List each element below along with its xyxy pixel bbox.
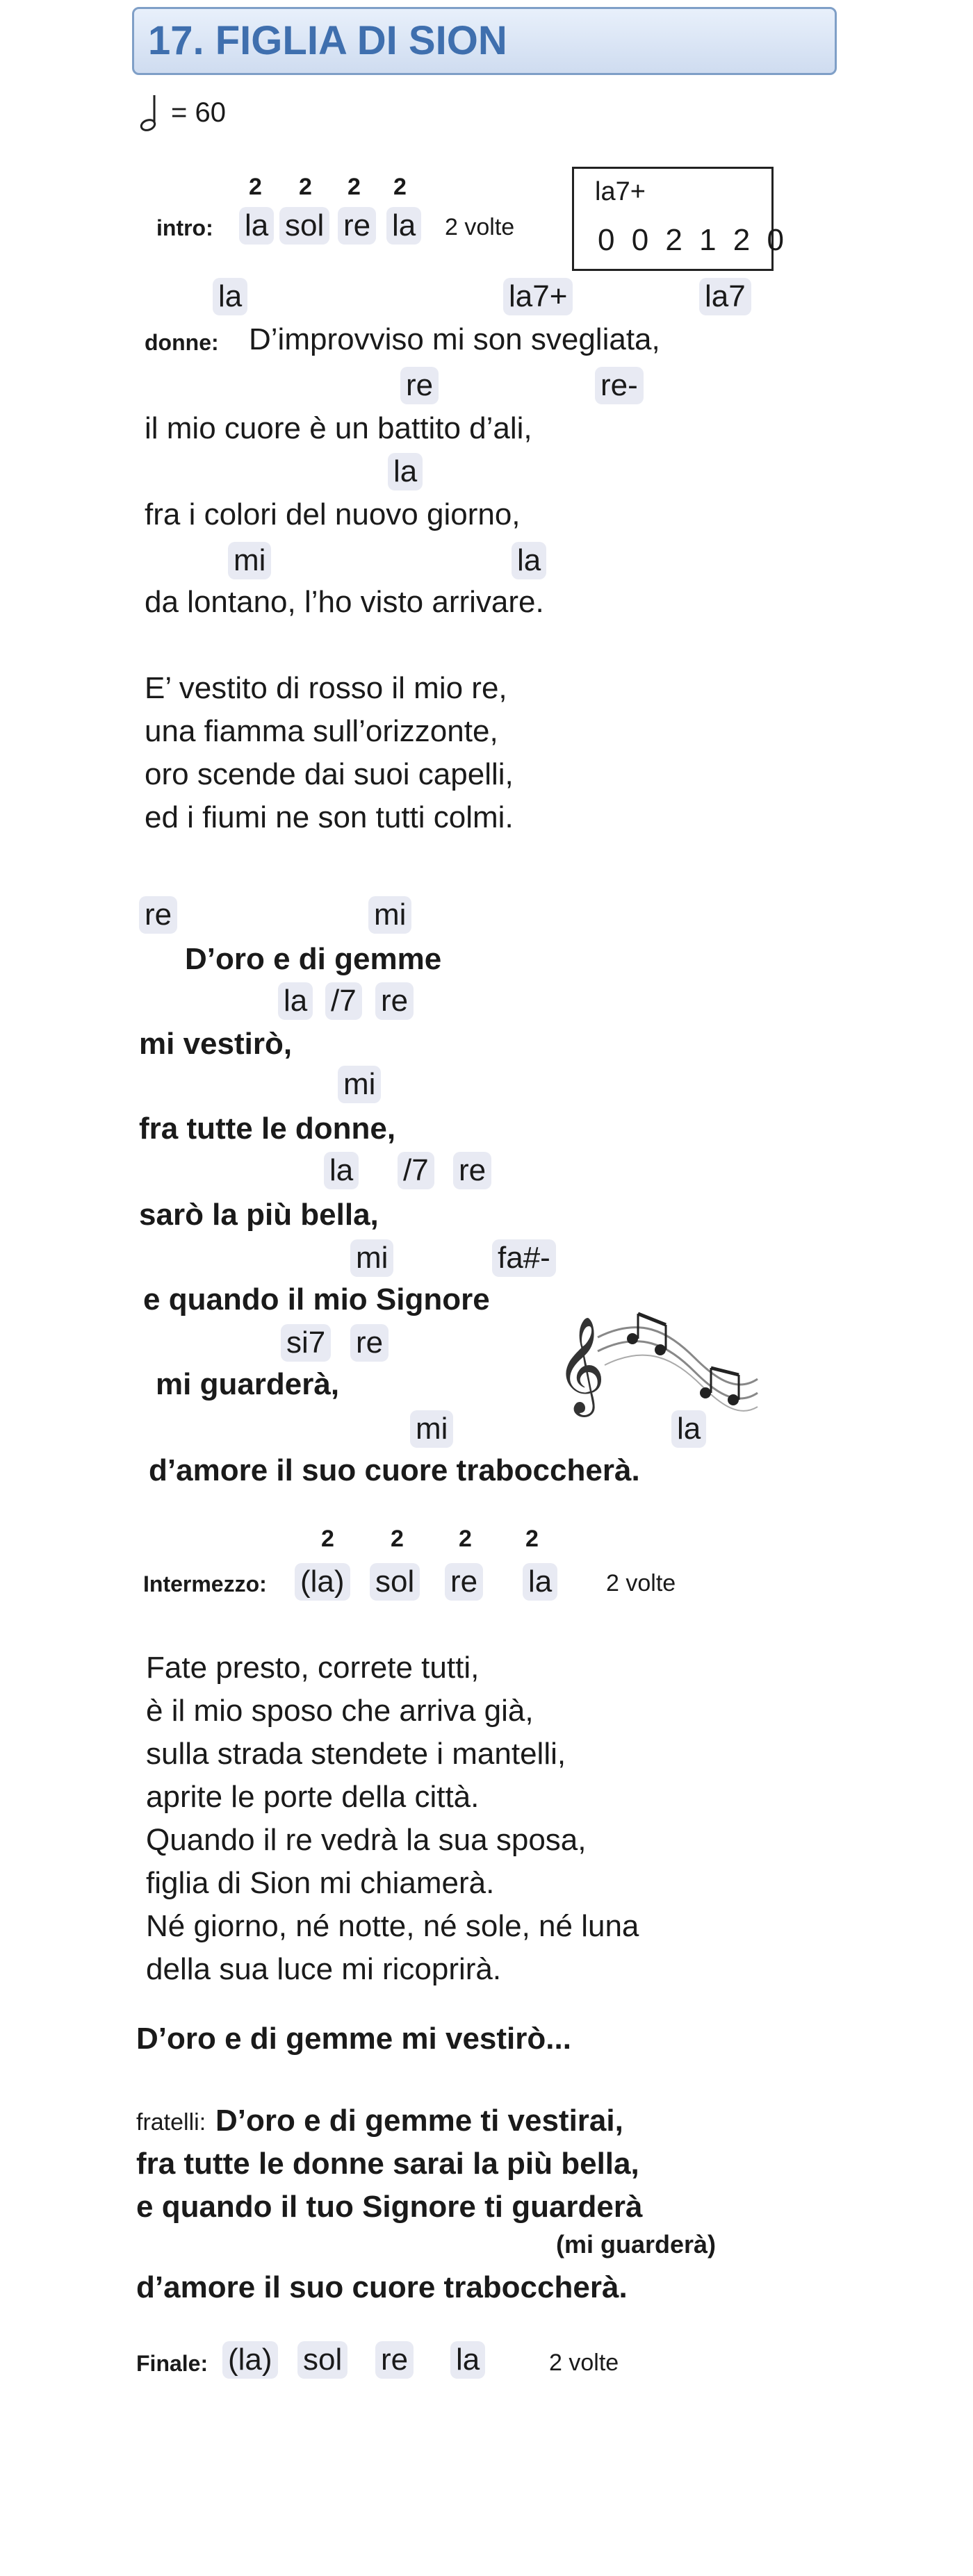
lyric-line: è il mio sposo che arriva già, xyxy=(146,1694,534,1728)
chorus-line: fra tutte le donne, xyxy=(139,1112,396,1146)
lyric-line: della sua luce mi ricoprirà. xyxy=(146,1952,502,1986)
intermezzo-label: Intermezzo: xyxy=(143,1571,267,1596)
chord: la7 xyxy=(699,278,751,315)
chord: mi xyxy=(350,1239,393,1277)
song-title: 17. FIGLIA DI SION xyxy=(148,18,507,63)
chord: la xyxy=(278,982,313,1020)
intermezzo-beat-4: 2 xyxy=(525,1526,539,1552)
chord: la7+ xyxy=(503,278,573,315)
chorus-line: D’oro e di gemme xyxy=(185,942,442,976)
chord: la xyxy=(388,453,423,490)
chord: la xyxy=(450,2341,485,2379)
chord: re xyxy=(400,367,439,404)
chord: sol xyxy=(279,207,329,245)
chord: la xyxy=(523,1563,557,1601)
chord: re xyxy=(445,1563,483,1601)
lyric-line: Né giorno, né notte, né sole, né luna xyxy=(146,1909,639,1943)
chord: sol xyxy=(370,1563,420,1601)
chord: re xyxy=(453,1152,491,1189)
chord: la xyxy=(213,278,247,315)
lyric-line: aprite le porte della città. xyxy=(146,1780,480,1814)
music-notes-icon xyxy=(556,1289,764,1438)
fratelli-line: fra tutte le donne sarai la più bella, xyxy=(136,2147,639,2181)
chord: la xyxy=(386,207,421,245)
finale-label: Finale: xyxy=(136,2351,208,2376)
chord: mi xyxy=(228,542,271,579)
chorus-line: mi guarderà, xyxy=(156,1367,340,1401)
lyric-line: figlia di Sion mi chiamerà. xyxy=(146,1866,495,1900)
chord: fa#- xyxy=(492,1239,556,1277)
chord: re- xyxy=(595,367,644,404)
finale-repeat: 2 volte xyxy=(549,2350,619,2376)
intermezzo-beat-1: 2 xyxy=(321,1526,334,1552)
lyric-line: fra i colori del nuovo giorno, xyxy=(145,497,521,531)
chorus-line: sarò la più bella, xyxy=(139,1198,379,1232)
lyric-line: D’improvviso mi son svegliata, xyxy=(249,322,660,356)
intro-beat-3: 2 xyxy=(348,174,361,200)
tempo-marking: = 60 xyxy=(171,97,226,128)
chord: la xyxy=(239,207,274,245)
lyric-line: Fate presto, correte tutti, xyxy=(146,1651,480,1685)
intermezzo-repeat: 2 volte xyxy=(606,1570,676,1596)
intro-repeat: 2 volte xyxy=(445,214,515,240)
chord: re xyxy=(139,896,177,934)
lyric-line: sulla strada stendete i mantelli, xyxy=(146,1737,566,1771)
chord: /7 xyxy=(398,1152,434,1189)
verse-label-donne: donne: xyxy=(145,330,219,355)
half-note-icon xyxy=(139,92,160,138)
chord-box-fingering: 0 0 2 1 2 0 xyxy=(598,223,788,257)
chord: la xyxy=(671,1410,706,1448)
chord: (la) xyxy=(295,1563,350,1601)
chord: si7 xyxy=(281,1324,331,1362)
chorus-line: d’amore il suo cuore traboccherà. xyxy=(149,1453,640,1487)
lyric-line: Quando il re vedrà la sua sposa, xyxy=(146,1823,587,1857)
intermezzo-beat-2: 2 xyxy=(391,1526,404,1552)
intermezzo-beat-3: 2 xyxy=(459,1526,472,1552)
lyric-line: E’ vestito di rosso il mio re, xyxy=(145,671,507,705)
chord: re xyxy=(338,207,376,245)
chord-box-name: la7+ xyxy=(595,177,646,206)
chord: re xyxy=(350,1324,389,1362)
intro-beat-1: 2 xyxy=(249,174,262,200)
chord: (la) xyxy=(222,2341,278,2379)
lyric-line: una fiamma sull’orizzonte, xyxy=(145,714,498,748)
lyric-line: il mio cuore è un battito d’ali, xyxy=(145,411,532,445)
fratelli-label: fratelli: xyxy=(136,2109,206,2136)
chorus-repeat-line: D’oro e di gemme mi vestirò... xyxy=(136,2022,571,2056)
fratelli-line: e quando il tuo Signore ti guarderà xyxy=(136,2190,643,2224)
chord: /7 xyxy=(325,982,362,1020)
chord: re xyxy=(375,2341,414,2379)
intro-label: intro: xyxy=(156,215,213,240)
intro-beat-4: 2 xyxy=(393,174,407,200)
chorus-line: mi vestirò, xyxy=(139,1027,293,1061)
chord: sol xyxy=(297,2341,348,2379)
chorus-line: e quando il mio Signore xyxy=(143,1282,490,1316)
fratelli-line: d’amore il suo cuore traboccherà. xyxy=(136,2270,628,2304)
lyric-line: da lontano, l’ho visto arrivare. xyxy=(145,585,544,619)
song-title-banner xyxy=(132,7,837,75)
intro-beat-2: 2 xyxy=(299,174,312,200)
fratelli-aside: (mi guarderà) xyxy=(556,2230,717,2259)
chord: la xyxy=(512,542,546,579)
svg-text:𝄞: 𝄞 xyxy=(556,1316,605,1413)
chord: mi xyxy=(410,1410,453,1448)
lyric-line: oro scende dai suoi capelli, xyxy=(145,757,514,791)
chord: re xyxy=(375,982,414,1020)
chord: mi xyxy=(338,1066,381,1103)
chord: la xyxy=(324,1152,359,1189)
chord-diagram-box xyxy=(572,167,788,271)
lyric-line: ed i fiumi ne son tutti colmi. xyxy=(145,800,514,834)
fratelli-line: D’oro e di gemme ti vestirai, xyxy=(215,2104,623,2138)
chord: mi xyxy=(368,896,411,934)
